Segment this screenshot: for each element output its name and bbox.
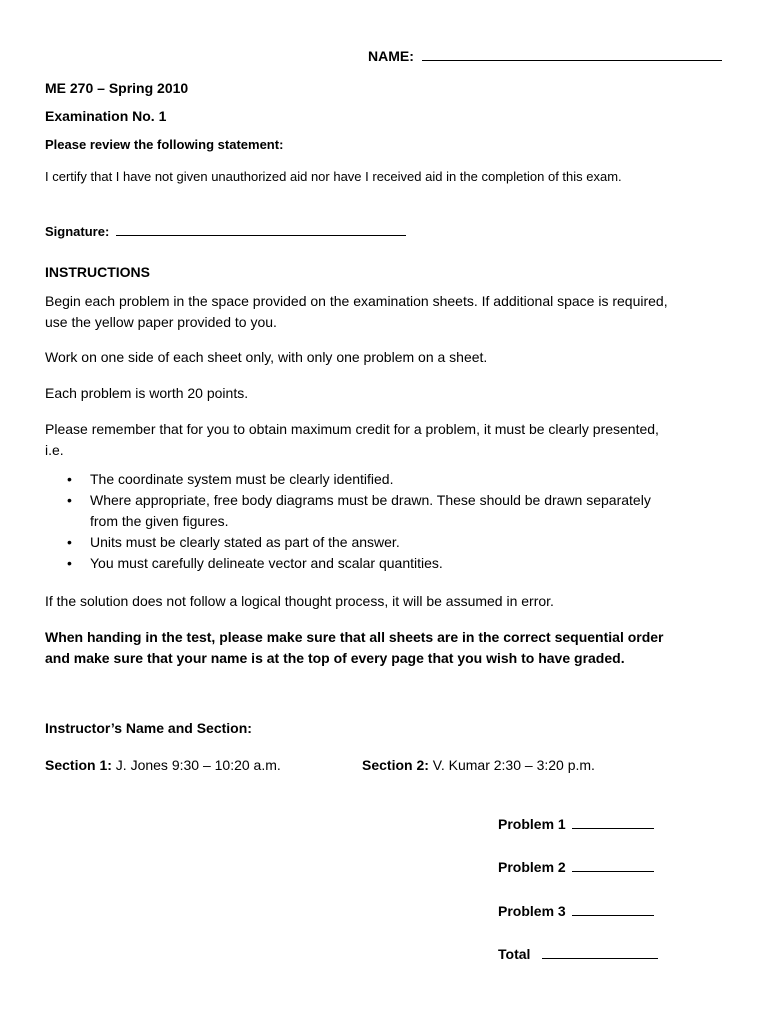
score-problem-2-blank[interactable] (572, 857, 654, 872)
instructions-heading: INSTRUCTIONS (45, 264, 150, 280)
instructions-paragraph-5: If the solution does not follow a logical thought process, it will be assumed in error. (45, 593, 554, 609)
handin-notice (45, 627, 745, 669)
handin-notice-line-1: When handing in the test, please make sure that all sheets are in the correct sequential order (45, 629, 664, 645)
signature-label: Signature: (45, 224, 110, 239)
signature-row (45, 222, 406, 239)
name-label: NAME: (368, 48, 414, 64)
score-total-label: Total (498, 946, 531, 962)
section-1-label: Section 1: (45, 757, 112, 773)
list-item: • You must carefully delineate vector and scalar quantities. (45, 553, 735, 574)
instructions-paragraph-4 (45, 419, 735, 461)
score-problem-1 (498, 814, 654, 832)
score-problem-2 (498, 857, 654, 875)
score-problem-3-label: Problem 3 (498, 903, 566, 919)
bullet-icon: • (67, 492, 72, 508)
section-2 (362, 757, 595, 773)
bullet-icon: • (67, 555, 72, 571)
section-2-value: V. Kumar 2:30 – 3:20 p.m. (432, 757, 595, 773)
bullet-icon: • (67, 534, 72, 550)
score-problem-3 (498, 901, 654, 919)
handin-notice-line-2: and make sure that your name is at the top of every page that you wish to have graded. (45, 650, 625, 666)
section-2-label: Section 2: (362, 757, 429, 773)
name-field-row (368, 46, 722, 64)
course-title: ME 270 – Spring 2010 (45, 80, 189, 96)
section-1 (45, 757, 281, 773)
review-heading: Please review the following statement: (45, 137, 284, 152)
score-problem-3-blank[interactable] (572, 901, 654, 916)
instructions-paragraph-1-line-1: Begin each problem in the space provided on the examination sheets. If additional space is required, (45, 293, 668, 309)
instructions-paragraph-1 (45, 291, 735, 333)
instructor-heading: Instructor’s Name and Section: (45, 720, 252, 736)
bullet-icon: • (67, 471, 72, 487)
exam-title: Examination No. 1 (45, 108, 167, 124)
score-problem-1-blank[interactable] (572, 814, 654, 829)
list-item: • Units must be clearly stated as part of the answer. (45, 532, 735, 553)
score-total (498, 944, 658, 962)
requirements-list (45, 469, 735, 574)
instructions-paragraph-1-line-2: use the yellow paper provided to you. (45, 314, 277, 330)
name-blank-line[interactable] (422, 46, 722, 61)
instructions-paragraph-4-line-2: i.e. (45, 442, 64, 458)
list-item: • The coordinate system must be clearly identified. (45, 469, 735, 490)
section-1-value: J. Jones 9:30 – 10:20 a.m. (115, 757, 281, 773)
list-item: • Where appropriate, free body diagrams must be drawn. These should be drawn separately from the given figures. (67, 492, 651, 529)
signature-blank-line[interactable] (116, 222, 406, 236)
instructions-paragraph-2: Work on one side of each sheet only, with only one problem on a sheet. (45, 349, 488, 365)
certification-statement: I certify that I have not given unauthorized aid nor have I received aid in the completion of this exam. (45, 169, 622, 184)
instructions-paragraph-3: Each problem is worth 20 points. (45, 385, 249, 401)
instructions-paragraph-4-line-1: Please remember that for you to obtain maximum credit for a problem, it must be clearly presented, (45, 421, 659, 437)
score-total-blank[interactable] (542, 944, 658, 959)
score-problem-1-label: Problem 1 (498, 816, 566, 832)
score-problem-2-label: Problem 2 (498, 859, 566, 875)
